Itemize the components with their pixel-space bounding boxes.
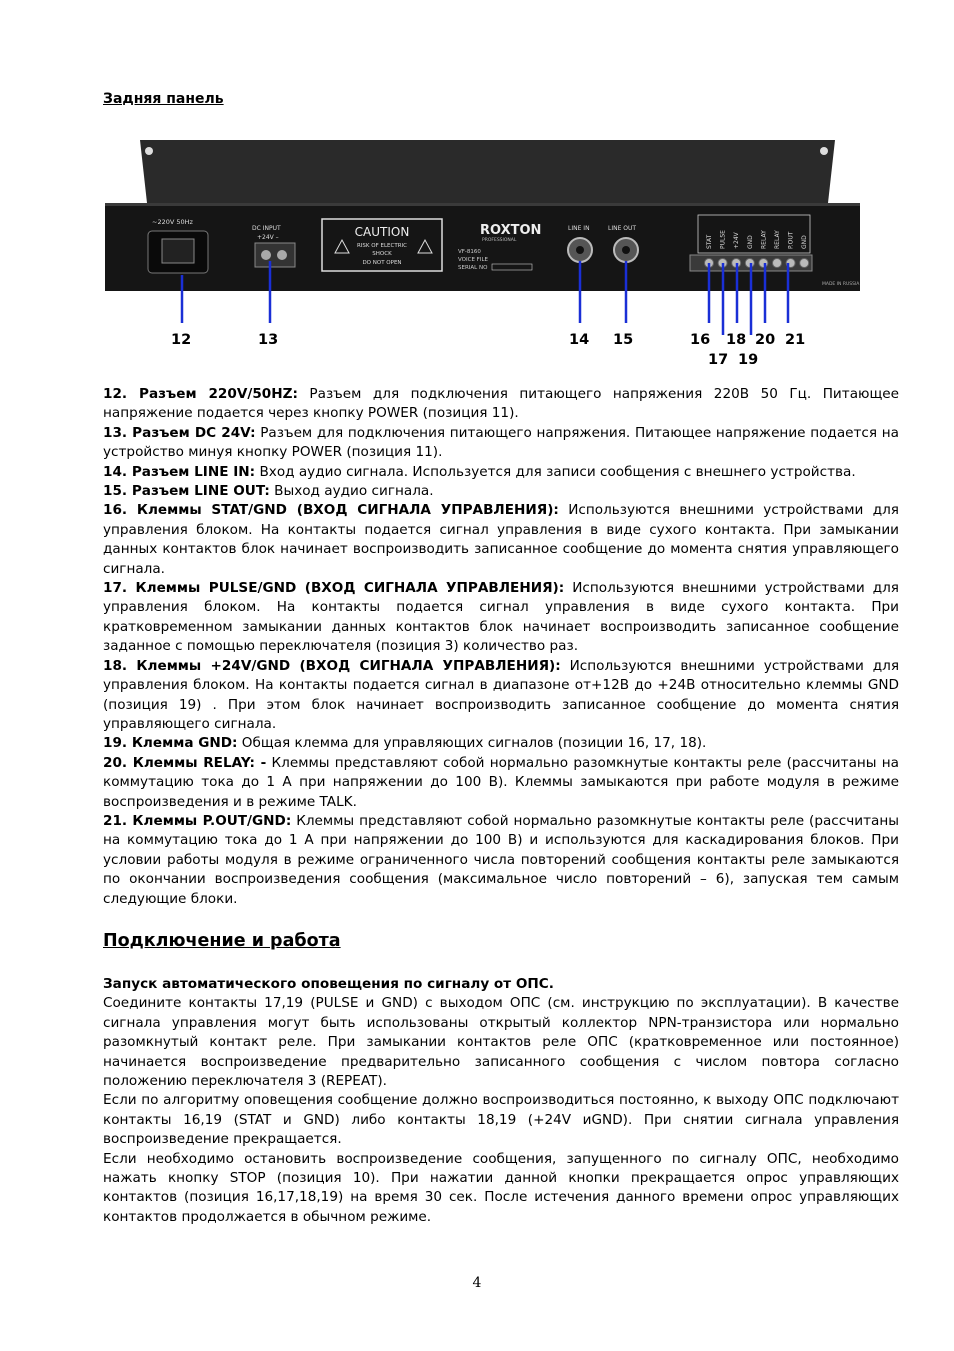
mount-hole-left (145, 147, 153, 155)
item-text: Общая клемма для управляющих сигналов (позиции 16, 17, 18). (237, 735, 707, 752)
description-item (103, 424, 899, 463)
power-label: ~220V 50Hz (152, 218, 193, 226)
terminal-screw (800, 259, 809, 268)
device-edge (105, 203, 860, 206)
dc-screw-2 (277, 250, 287, 260)
paragraph-2: Если по алгоритму оповещения сообщение должно воспроизводиться постоянно, к выходу ОПС подключают контакты 16,19 (STAT и GND) либо контакты 18,19 (+24V иGND). При снятии сигнала управления воспроизведение прекращается. (103, 1092, 899, 1148)
callout-15: 15 (613, 332, 634, 348)
line-out-label: LINE OUT (608, 225, 637, 232)
rear-panel-heading: Задняя панель (103, 91, 224, 107)
terminal-label: RELAY (774, 230, 781, 249)
paragraph-1: Соедините контакты 17,19 (PULSE и GND) с выходом ОПС (см. инструкцию по эксплуатации). В качестве сигнала управления могут быть использованы открытый коллектор NPN-транзистора или нормально разомкнутый контакт реле. При замыкании контактов реле ОПС (кратковременное или постоянное) начинается воспроизведение предварительно записанного сообщения с числом повтора согласно положению переключателя 3 (REPEAT). (103, 995, 899, 1090)
description-item (103, 812, 899, 909)
item-text: Используются внешними устройствами для управления блоком. На контакты подается сигнал управления в виде сухого контакта. При кратковременном замыкании данных контактов блок начинает воспроизводить записанное сообщение заданное с помощью переключателя (позиция 3) количество раз. (103, 580, 899, 655)
description-item (103, 482, 899, 501)
item-text: Клеммы представляют собой нормально разомкнутые контакты реле (рассчитаны на коммутацию тока до 1 А при напряжении до 100 В). Клеммы замыкаются при работе модуля в режиме воспроизведения и в режиме TALK. (103, 754, 899, 810)
serial-label: SERIAL NO (458, 265, 488, 271)
caution-line1: RISK OF ELECTRIC (356, 243, 408, 249)
terminal-label: +24V (733, 232, 741, 249)
line-in-label: LINE IN (568, 225, 590, 232)
model-sub: VOICE FILE (458, 257, 489, 263)
section-title: Подключение и работа (103, 931, 341, 951)
terminal-label: STAT (706, 234, 713, 249)
item-text: Выход аудио сигнала. (269, 483, 434, 500)
item-text: Разъем для подключения питающего напряжения. Питающее напряжение подается на устройство минуя кнопку POWER (позиция 11). (103, 424, 899, 461)
callout-12: 12 (171, 332, 192, 348)
made-in-label: MADE IN RUSSIA (822, 282, 860, 287)
description-item (103, 657, 899, 735)
description-item (103, 385, 899, 424)
dc-label-2: +24V – (257, 234, 279, 241)
page-number: 4 (472, 1275, 482, 1291)
terminal-label: RELAY (760, 230, 768, 249)
model-label: VF-8160 (458, 249, 481, 255)
item-title: 17. Клеммы PULSE/GND (ВХОД СИГНАЛА УПРАВЛЕНИЯ): (103, 580, 565, 597)
device-drawing (100, 135, 870, 335)
terminal-label: P.OUT (787, 231, 795, 249)
description-item (103, 734, 899, 753)
callout-14: 14 (569, 332, 590, 348)
dc-screw-1 (261, 250, 271, 260)
dc-label-1: DC INPUT (252, 225, 281, 232)
item-title: 18. Клеммы +24V/GND (ВХОД СИГНАЛА УПРАВЛЕНИЯ): (103, 657, 561, 674)
terminal-label: GND (801, 235, 809, 249)
line-in-jack-hole (576, 246, 584, 254)
callout-17: 17 (708, 352, 729, 368)
callout-19: 19 (738, 352, 759, 368)
item-text: Клеммы представляют собой нормально разомкнутые контакты реле (рассчитаны на коммутацию тока до 1 А при напряжении до 100 В) и используются для каскадирования блоков. При условии работы модуля в режиме ограниченного числа повторений сообщения контакты реле замыкаются по окончании воспроизведения сообщения (максимальное число повторений – 6), запуская тем самым следующие блоки. (103, 812, 899, 907)
callout-18: 18 (726, 332, 747, 348)
item-title: 14. Разъем LINE IN: (103, 463, 256, 480)
item-title: 13. Разъем DC 24V: (103, 424, 256, 441)
description-item (103, 579, 899, 657)
caution-line3: DO NOT OPEN (362, 260, 402, 266)
item-text: Разъем для подключения питающего напряжения 220В 50 Гц. Питающее напряжение подается через кнопку POWER (позиция 11). (103, 386, 899, 422)
description-item (103, 463, 899, 482)
callout-20: 20 (755, 332, 776, 348)
device-top-lid (140, 140, 835, 203)
terminal-label: PULSE (719, 230, 727, 249)
power-socket-inner (162, 239, 194, 263)
subsection-title: Запуск автоматического оповещения по сигналу от ОПС. (103, 976, 554, 992)
item-title: 21. Клеммы P.OUT/GND: (103, 812, 292, 829)
item-title: 19. Клемма GND: (103, 735, 238, 752)
brand-sub: PROFESSIONAL (482, 238, 517, 243)
terminal-label: GND (746, 235, 754, 249)
terminal-screw (759, 259, 768, 268)
brand-logo: ROXTON (480, 223, 542, 238)
item-title: 16. Клеммы STAT/GND (ВХОД СИГНАЛА УПРАВЛЕНИЯ): (103, 502, 559, 519)
description-item (103, 754, 899, 812)
connection-section (103, 975, 899, 1227)
description-item (103, 501, 899, 579)
rear-panel-description (103, 385, 899, 909)
item-title: 15. Разъем LINE OUT: (103, 483, 270, 500)
callout-16: 16 (690, 332, 711, 348)
line-out-jack-hole (622, 246, 630, 254)
caution-title: CAUTION (354, 225, 410, 239)
callout-21: 21 (785, 332, 806, 348)
item-text: Вход аудио сигнала. Используется для записи сообщения с внешнего устройства. (255, 463, 856, 480)
paragraph-3: Если необходимо остановить воспроизведение сообщения, запущенного по сигналу ОПС, необходимо нажать кнопку STOP (позиция 10). При нажатии данной кнопки прекращается опрос управляющих контактов (позиция 16,17,18,19) на время 30 сек. После истечения данного времени опрос управляющих контактов продолжается в обычном режиме. (103, 1150, 899, 1225)
caution-line2: SHOCK (372, 251, 392, 257)
device-rear-panel-image (100, 135, 870, 335)
item-title: 20. Клеммы RELAY: - (103, 754, 267, 771)
item-text: Используются внешними устройствами для управления блоком. На контакты подается сигнал в диапазоне от+12В до +24В относительно клеммы GND (позиция 19) . При этом блок начинает воспроизводить записанное сообщение до момента снятия управляющего сигнала. (103, 657, 899, 732)
item-text: Используются внешними устройствами для управления блоком. На контакты подается сигнал управления в виде сухого контакта. При замыкании данных контактов блок начинает воспроизводить записанное сообщение до момента снятия управляющего сигнала. (103, 502, 899, 577)
terminal-screw (773, 259, 782, 268)
callout-13: 13 (258, 332, 279, 348)
item-title: 12. Разъем 220V/50HZ: (103, 386, 298, 402)
mount-hole-right (820, 147, 828, 155)
